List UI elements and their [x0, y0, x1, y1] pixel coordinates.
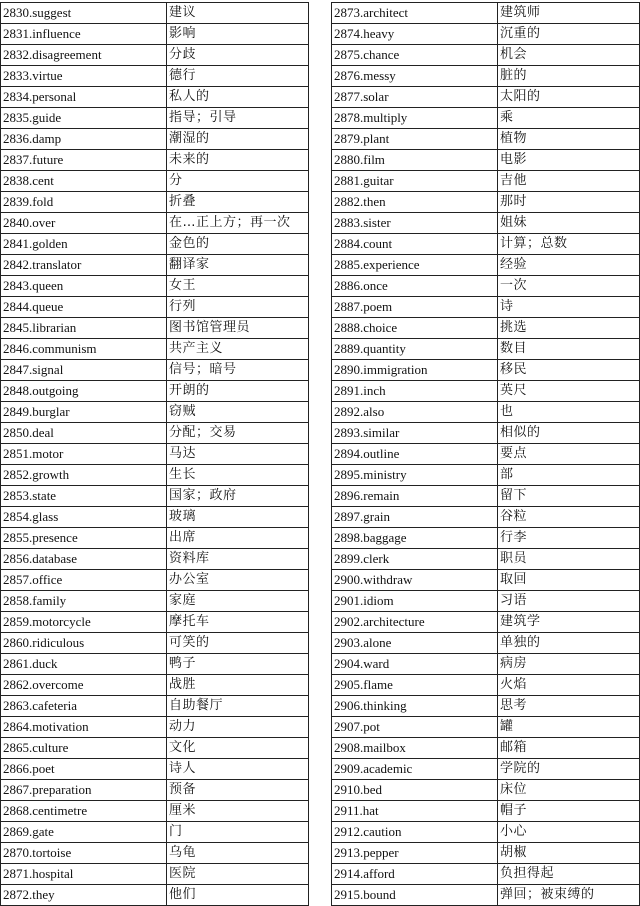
vocab-row [1, 843, 309, 864]
english-word-cell: 2902.architecture [332, 612, 498, 633]
english-word-cell: 2908.mailbox [332, 738, 498, 759]
english-word-cell: 2905.flame [332, 675, 498, 696]
english-word-cell: 2846.communism [1, 339, 167, 360]
chinese-meaning-cell: 国家；政府 [167, 486, 309, 507]
chinese-meaning-cell: 鸭子 [167, 654, 309, 675]
english-word-cell: 2864.motivation [1, 717, 167, 738]
vocab-table-left [0, 2, 309, 906]
chinese-meaning-cell: 开朗的 [167, 381, 309, 402]
chinese-meaning-cell: 厘米 [167, 801, 309, 822]
english-word-cell: 2850.deal [1, 423, 167, 444]
english-word-cell: 2871.hospital [1, 864, 167, 885]
english-word-cell: 2894.outline [332, 444, 498, 465]
vocab-row [332, 465, 640, 486]
english-word-cell: 2863.cafeteria [1, 696, 167, 717]
english-word-cell: 2890.immigration [332, 360, 498, 381]
chinese-meaning-cell: 脏的 [498, 66, 640, 87]
vocab-row [1, 612, 309, 633]
vocab-row [1, 696, 309, 717]
english-word-cell: 2887.poem [332, 297, 498, 318]
chinese-meaning-cell: 帽子 [498, 801, 640, 822]
vocab-row [1, 507, 309, 528]
english-word-cell: 2912.caution [332, 822, 498, 843]
english-word-cell: 2881.guitar [332, 171, 498, 192]
chinese-meaning-cell: 摩托车 [167, 612, 309, 633]
chinese-meaning-cell: 沉重的 [498, 24, 640, 45]
vocab-row [332, 528, 640, 549]
vocab-row [1, 822, 309, 843]
chinese-meaning-cell: 金色的 [167, 234, 309, 255]
vocab-row [332, 339, 640, 360]
vocab-row [1, 654, 309, 675]
english-word-cell: 2909.academic [332, 759, 498, 780]
chinese-meaning-cell: 床位 [498, 780, 640, 801]
vocab-row [1, 801, 309, 822]
english-word-cell: 2836.damp [1, 129, 167, 150]
english-word-cell: 2879.plant [332, 129, 498, 150]
vocab-row [332, 759, 640, 780]
english-word-cell: 2853.state [1, 486, 167, 507]
chinese-meaning-cell: 家庭 [167, 591, 309, 612]
chinese-meaning-cell: 医院 [167, 864, 309, 885]
english-word-cell: 2899.clerk [332, 549, 498, 570]
english-word-cell: 2832.disagreement [1, 45, 167, 66]
chinese-meaning-cell: 指导；引导 [167, 108, 309, 129]
chinese-meaning-cell: 分歧 [167, 45, 309, 66]
vocab-row [1, 381, 309, 402]
chinese-meaning-cell: 门 [167, 822, 309, 843]
english-word-cell: 2833.virtue [1, 66, 167, 87]
english-word-cell: 2904.ward [332, 654, 498, 675]
english-word-cell: 2861.duck [1, 654, 167, 675]
vocab-row [1, 591, 309, 612]
english-word-cell: 2862.overcome [1, 675, 167, 696]
chinese-meaning-cell: 乘 [498, 108, 640, 129]
english-word-cell: 2858.family [1, 591, 167, 612]
vocab-row [332, 486, 640, 507]
chinese-meaning-cell: 姐妹 [498, 213, 640, 234]
english-word-cell: 2847.signal [1, 360, 167, 381]
vocab-row [1, 528, 309, 549]
vocab-row [1, 339, 309, 360]
vocab-row [332, 171, 640, 192]
vocab-row [332, 402, 640, 423]
vocab-row [332, 66, 640, 87]
chinese-meaning-cell: 未来的 [167, 150, 309, 171]
chinese-meaning-cell: 电影 [498, 150, 640, 171]
chinese-meaning-cell: 一次 [498, 276, 640, 297]
vocab-row [1, 318, 309, 339]
vocab-row [1, 66, 309, 87]
vocab-row [332, 801, 640, 822]
vocab-row [332, 108, 640, 129]
chinese-meaning-cell: 窃贼 [167, 402, 309, 423]
english-word-cell: 2915.bound [332, 885, 498, 906]
english-word-cell: 2911.hat [332, 801, 498, 822]
chinese-meaning-cell: 经验 [498, 255, 640, 276]
chinese-meaning-cell: 太阳的 [498, 87, 640, 108]
english-word-cell: 2900.withdraw [332, 570, 498, 591]
vocab-row [332, 843, 640, 864]
english-word-cell: 2859.motorcycle [1, 612, 167, 633]
english-word-cell: 2886.once [332, 276, 498, 297]
vocab-row [1, 45, 309, 66]
vocab-table-right [331, 2, 640, 906]
chinese-meaning-cell: 负担得起 [498, 864, 640, 885]
chinese-meaning-cell: 移民 [498, 360, 640, 381]
chinese-meaning-cell: 罐 [498, 717, 640, 738]
english-word-cell: 2872.they [1, 885, 167, 906]
vocab-row [1, 717, 309, 738]
chinese-meaning-cell: 建筑学 [498, 612, 640, 633]
english-word-cell: 2838.cent [1, 171, 167, 192]
vocab-row [332, 654, 640, 675]
chinese-meaning-cell: 火焰 [498, 675, 640, 696]
chinese-meaning-cell: 玻璃 [167, 507, 309, 528]
vocab-row [1, 633, 309, 654]
english-word-cell: 2907.pot [332, 717, 498, 738]
vocab-row [332, 507, 640, 528]
english-word-cell: 2842.translator [1, 255, 167, 276]
english-word-cell: 2851.motor [1, 444, 167, 465]
english-word-cell: 2880.film [332, 150, 498, 171]
vocab-row [1, 864, 309, 885]
english-word-cell: 2891.inch [332, 381, 498, 402]
chinese-meaning-cell: 计算；总数 [498, 234, 640, 255]
chinese-meaning-cell: 分配；交易 [167, 423, 309, 444]
english-word-cell: 2849.burglar [1, 402, 167, 423]
chinese-meaning-cell: 诗人 [167, 759, 309, 780]
english-word-cell: 2877.solar [332, 87, 498, 108]
vocab-row [332, 255, 640, 276]
chinese-meaning-cell: 习语 [498, 591, 640, 612]
vocab-row [1, 360, 309, 381]
vocab-row [1, 108, 309, 129]
chinese-meaning-cell: 机会 [498, 45, 640, 66]
vocab-row [332, 3, 640, 24]
vocab-row [1, 255, 309, 276]
vocab-row [332, 570, 640, 591]
vocab-row [1, 780, 309, 801]
english-word-cell: 2889.quantity [332, 339, 498, 360]
vocab-row [332, 276, 640, 297]
english-word-cell: 2852.growth [1, 465, 167, 486]
english-word-cell: 2875.chance [332, 45, 498, 66]
english-word-cell: 2874.heavy [332, 24, 498, 45]
english-word-cell: 2869.gate [1, 822, 167, 843]
vocab-row [1, 486, 309, 507]
chinese-meaning-cell: 生长 [167, 465, 309, 486]
vocab-row [1, 129, 309, 150]
vocab-row [332, 318, 640, 339]
english-word-cell: 2913.pepper [332, 843, 498, 864]
vocab-row [332, 297, 640, 318]
vocab-row [1, 738, 309, 759]
english-word-cell: 2841.golden [1, 234, 167, 255]
chinese-meaning-cell: 单独的 [498, 633, 640, 654]
chinese-meaning-cell: 思考 [498, 696, 640, 717]
vocab-row [332, 675, 640, 696]
english-word-cell: 2844.queue [1, 297, 167, 318]
chinese-meaning-cell: 诗 [498, 297, 640, 318]
chinese-meaning-cell: 职员 [498, 549, 640, 570]
vocab-row [332, 381, 640, 402]
chinese-meaning-cell: 影响 [167, 24, 309, 45]
vocab-row [1, 234, 309, 255]
chinese-meaning-cell: 折叠 [167, 192, 309, 213]
chinese-meaning-cell: 相似的 [498, 423, 640, 444]
english-word-cell: 2856.database [1, 549, 167, 570]
english-word-cell: 2867.preparation [1, 780, 167, 801]
vocab-row [332, 822, 640, 843]
vocab-row [332, 717, 640, 738]
vocab-row [1, 213, 309, 234]
vocab-row [1, 675, 309, 696]
chinese-meaning-cell: 留下 [498, 486, 640, 507]
vocab-row [1, 192, 309, 213]
vocab-row [332, 24, 640, 45]
chinese-meaning-cell: 学院的 [498, 759, 640, 780]
english-word-cell: 2898.baggage [332, 528, 498, 549]
vocab-table-right-body [332, 3, 640, 906]
vocab-row [332, 591, 640, 612]
english-word-cell: 2865.culture [1, 738, 167, 759]
chinese-meaning-cell: 取回 [498, 570, 640, 591]
chinese-meaning-cell: 信号；暗号 [167, 360, 309, 381]
vocab-row [1, 402, 309, 423]
vocab-row [1, 465, 309, 486]
english-word-cell: 2866.poet [1, 759, 167, 780]
english-word-cell: 2835.guide [1, 108, 167, 129]
english-word-cell: 2906.thinking [332, 696, 498, 717]
chinese-meaning-cell: 可笑的 [167, 633, 309, 654]
vocab-row [332, 150, 640, 171]
vocab-row [332, 360, 640, 381]
vocab-row [1, 297, 309, 318]
english-word-cell: 2839.fold [1, 192, 167, 213]
chinese-meaning-cell: 德行 [167, 66, 309, 87]
vocab-row [1, 87, 309, 108]
english-word-cell: 2896.remain [332, 486, 498, 507]
chinese-meaning-cell: 动力 [167, 717, 309, 738]
chinese-meaning-cell: 出席 [167, 528, 309, 549]
chinese-meaning-cell: 共产主义 [167, 339, 309, 360]
english-word-cell: 2893.similar [332, 423, 498, 444]
chinese-meaning-cell: 胡椒 [498, 843, 640, 864]
chinese-meaning-cell: 部 [498, 465, 640, 486]
english-word-cell: 2883.sister [332, 213, 498, 234]
chinese-meaning-cell: 战胜 [167, 675, 309, 696]
english-word-cell: 2910.bed [332, 780, 498, 801]
chinese-meaning-cell: 也 [498, 402, 640, 423]
vocab-row [332, 87, 640, 108]
vocab-row [332, 129, 640, 150]
vocab-row [332, 234, 640, 255]
chinese-meaning-cell: 行李 [498, 528, 640, 549]
vocab-row [332, 696, 640, 717]
vocab-row [1, 549, 309, 570]
chinese-meaning-cell: 挑选 [498, 318, 640, 339]
vocab-row [332, 738, 640, 759]
chinese-meaning-cell: 私人的 [167, 87, 309, 108]
vocab-row [332, 45, 640, 66]
vocab-row [1, 150, 309, 171]
english-word-cell: 2848.outgoing [1, 381, 167, 402]
vocab-row [332, 780, 640, 801]
english-word-cell: 2845.librarian [1, 318, 167, 339]
english-word-cell: 2888.choice [332, 318, 498, 339]
english-word-cell: 2895.ministry [332, 465, 498, 486]
vocab-row [332, 864, 640, 885]
vocab-row [332, 423, 640, 444]
english-word-cell: 2837.future [1, 150, 167, 171]
chinese-meaning-cell: 自助餐厅 [167, 696, 309, 717]
english-word-cell: 2878.multiply [332, 108, 498, 129]
english-word-cell: 2854.glass [1, 507, 167, 528]
english-word-cell: 2840.over [1, 213, 167, 234]
english-word-cell: 2860.ridiculous [1, 633, 167, 654]
english-word-cell: 2892.also [332, 402, 498, 423]
english-word-cell: 2857.office [1, 570, 167, 591]
vocab-row [1, 276, 309, 297]
english-word-cell: 2901.idiom [332, 591, 498, 612]
english-word-cell: 2870.tortoise [1, 843, 167, 864]
english-word-cell: 2897.grain [332, 507, 498, 528]
vocab-row [332, 549, 640, 570]
chinese-meaning-cell: 那时 [498, 192, 640, 213]
vocab-row [1, 3, 309, 24]
vocab-row [332, 633, 640, 654]
chinese-meaning-cell: 吉他 [498, 171, 640, 192]
english-word-cell: 2830.suggest [1, 3, 167, 24]
chinese-meaning-cell: 邮箱 [498, 738, 640, 759]
english-word-cell: 2885.experience [332, 255, 498, 276]
vocab-row [1, 885, 309, 906]
english-word-cell: 2831.influence [1, 24, 167, 45]
english-word-cell: 2868.centimetre [1, 801, 167, 822]
vocab-row [1, 444, 309, 465]
english-word-cell: 2855.presence [1, 528, 167, 549]
chinese-meaning-cell: 分 [167, 171, 309, 192]
english-word-cell: 2843.queen [1, 276, 167, 297]
chinese-meaning-cell: 女王 [167, 276, 309, 297]
chinese-meaning-cell: 建议 [167, 3, 309, 24]
english-word-cell: 2914.afford [332, 864, 498, 885]
chinese-meaning-cell: 资料库 [167, 549, 309, 570]
chinese-meaning-cell: 他们 [167, 885, 309, 906]
chinese-meaning-cell: 预备 [167, 780, 309, 801]
vocab-row [1, 24, 309, 45]
chinese-meaning-cell: 数目 [498, 339, 640, 360]
chinese-meaning-cell: 办公室 [167, 570, 309, 591]
english-word-cell: 2834.personal [1, 87, 167, 108]
chinese-meaning-cell: 翻译家 [167, 255, 309, 276]
chinese-meaning-cell: 谷粒 [498, 507, 640, 528]
chinese-meaning-cell: 英尺 [498, 381, 640, 402]
vocab-row [332, 213, 640, 234]
chinese-meaning-cell: 小心 [498, 822, 640, 843]
vocab-row [1, 759, 309, 780]
vocab-row [1, 171, 309, 192]
vocab-row [332, 612, 640, 633]
vocab-row [332, 444, 640, 465]
english-word-cell: 2876.messy [332, 66, 498, 87]
english-word-cell: 2903.alone [332, 633, 498, 654]
chinese-meaning-cell: 病房 [498, 654, 640, 675]
vocab-table-left-body [1, 3, 309, 906]
chinese-meaning-cell: 潮湿的 [167, 129, 309, 150]
chinese-meaning-cell: 马达 [167, 444, 309, 465]
chinese-meaning-cell: 要点 [498, 444, 640, 465]
chinese-meaning-cell: 图书馆管理员 [167, 318, 309, 339]
chinese-meaning-cell: 乌龟 [167, 843, 309, 864]
english-word-cell: 2884.count [332, 234, 498, 255]
vocab-row [1, 423, 309, 444]
chinese-meaning-cell: 文化 [167, 738, 309, 759]
vocab-row [332, 192, 640, 213]
chinese-meaning-cell: 植物 [498, 129, 640, 150]
chinese-meaning-cell: 在…正上方；再一次 [167, 213, 309, 234]
chinese-meaning-cell: 建筑师 [498, 3, 640, 24]
chinese-meaning-cell: 弹回；被束缚的 [498, 885, 640, 906]
vocab-row [1, 570, 309, 591]
english-word-cell: 2882.then [332, 192, 498, 213]
english-word-cell: 2873.architect [332, 3, 498, 24]
vocab-row [332, 885, 640, 906]
chinese-meaning-cell: 行列 [167, 297, 309, 318]
